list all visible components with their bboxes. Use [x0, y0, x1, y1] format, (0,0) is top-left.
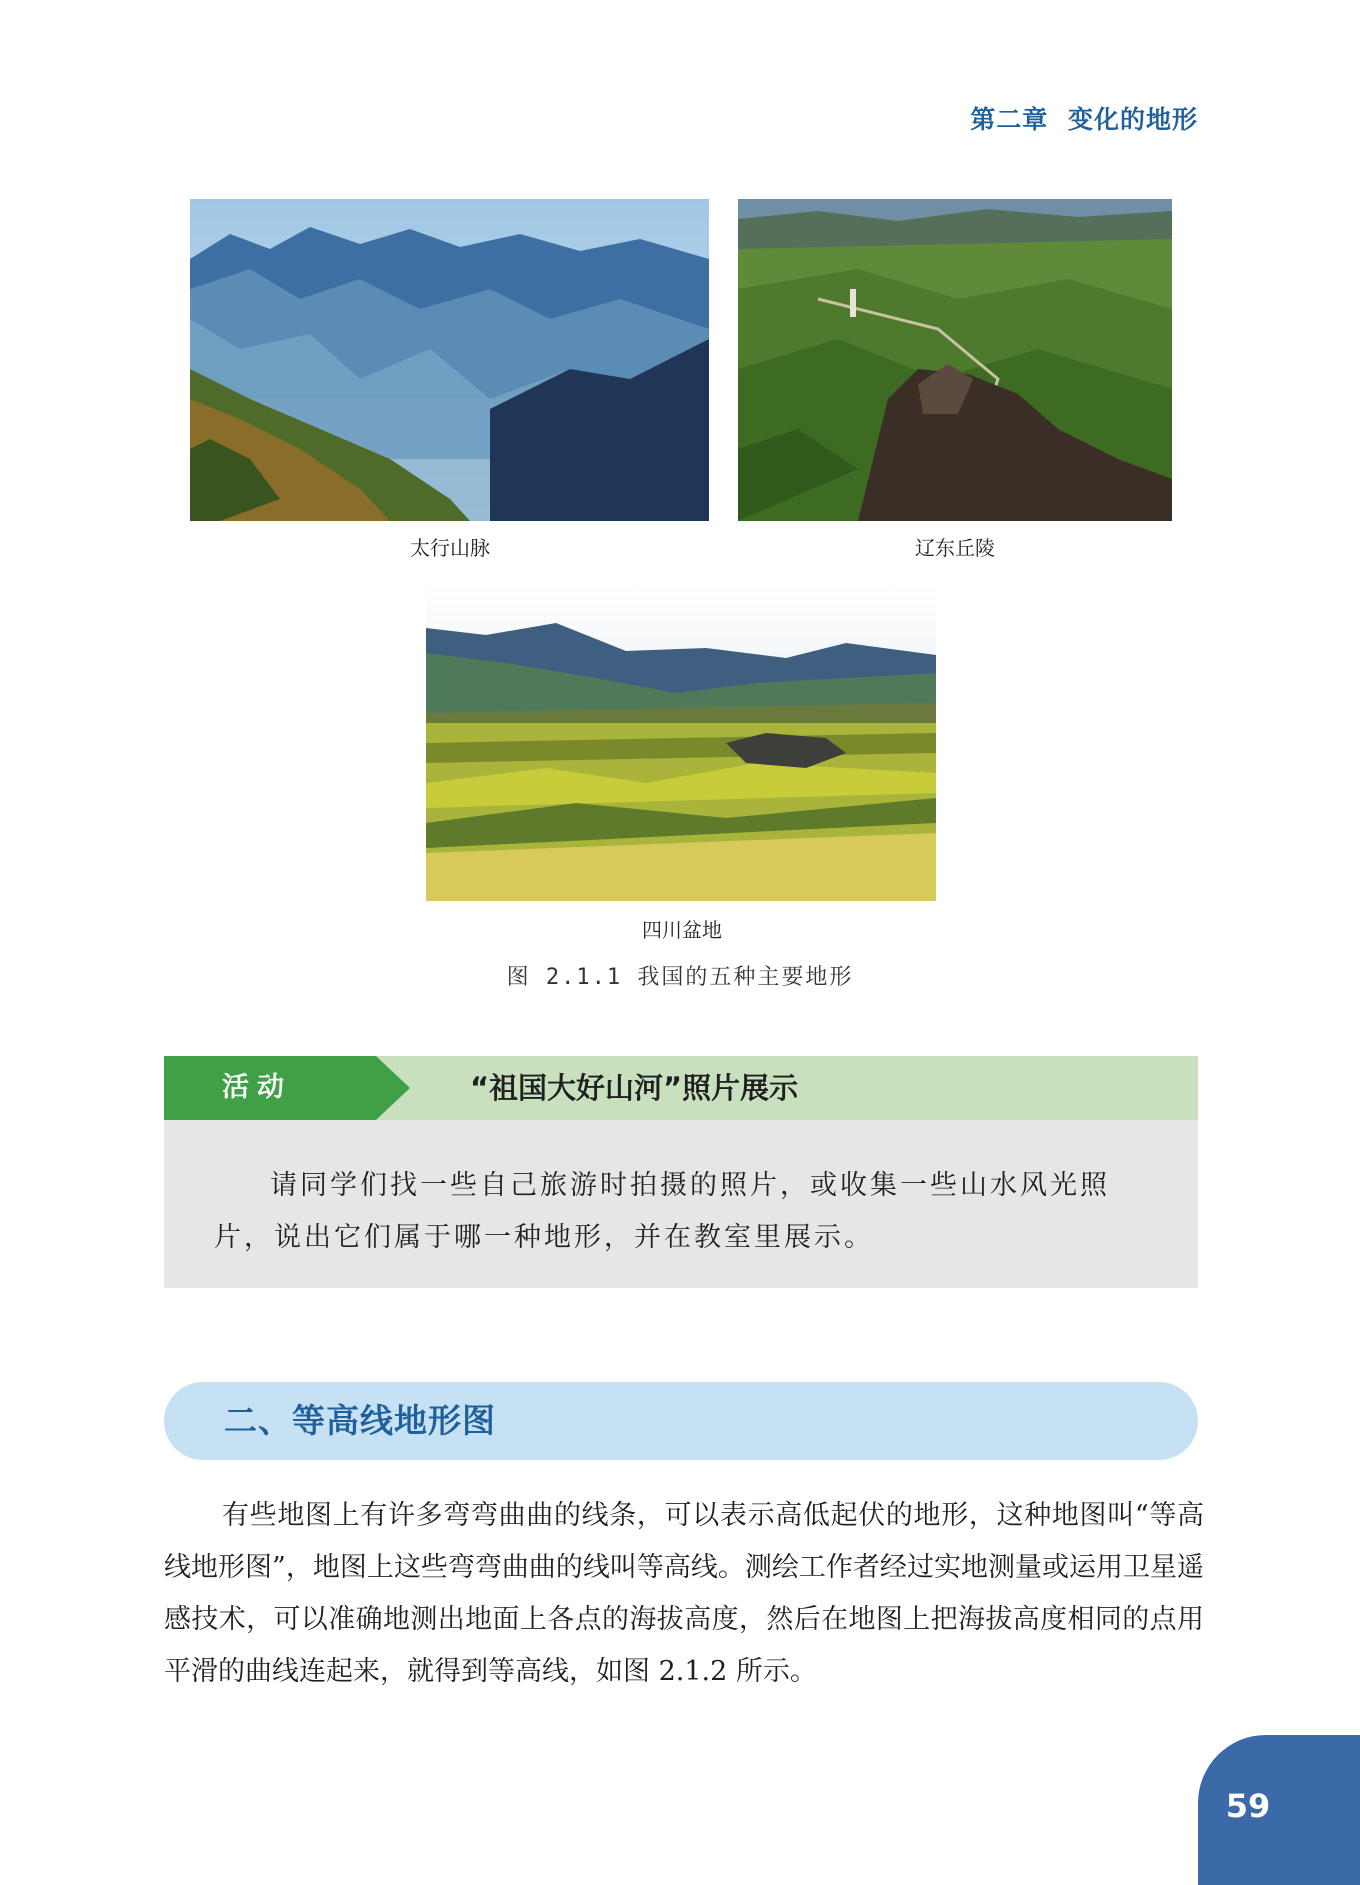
body-paragraph: 有些地图上有许多弯弯曲曲的线条，可以表示高低起伏的地形，这种地图叫“等高线地形图”，地图上这些弯弯曲曲的线叫等高线。测绘工作者经过实地测量或运用卫星遥感技术，可以准确地测出地面上各点的海拔高度，然后在地图上把海拔高度相同的点用平滑的曲线连起来，就得到等高线，如图 2.1.2 所示。: [164, 1500, 1204, 1687]
chapter-title: 变化的地形: [1067, 105, 1198, 134]
activity-title: “祖国大好山河”照片展示: [470, 1071, 799, 1105]
photo-caption-sichuan: 四川盆地: [642, 918, 722, 942]
figure-caption: 图 2.1.1 我国的五种主要地形: [506, 965, 854, 990]
photo-taihang: [190, 199, 709, 521]
body-text: [164, 1490, 1204, 1698]
chapter-number: 第二章: [970, 105, 1049, 134]
photo-liaodong: [738, 199, 1172, 521]
photo-caption-taihang: 太行山脉: [410, 536, 490, 560]
section-heading: [164, 1382, 1198, 1460]
section-heading-text: 二、等高线地形图: [224, 1401, 496, 1440]
activity-body: [164, 1120, 1198, 1288]
chapter-header: [970, 100, 1198, 136]
activity-box: [164, 1056, 1198, 1288]
photo-caption-liaodong: 辽东丘陵: [915, 536, 995, 560]
photo-sichuan: [426, 583, 936, 901]
page-number: 59: [1225, 1787, 1271, 1825]
page-number-tab: [1198, 1735, 1360, 1885]
activity-tag: 活动: [164, 1056, 376, 1120]
activity-text: 请同学们找一些自己旅游时拍摄的照片，或收集一些山水风光照片，说出它们属于哪一种地形，并在教室里展示。: [214, 1170, 1110, 1253]
